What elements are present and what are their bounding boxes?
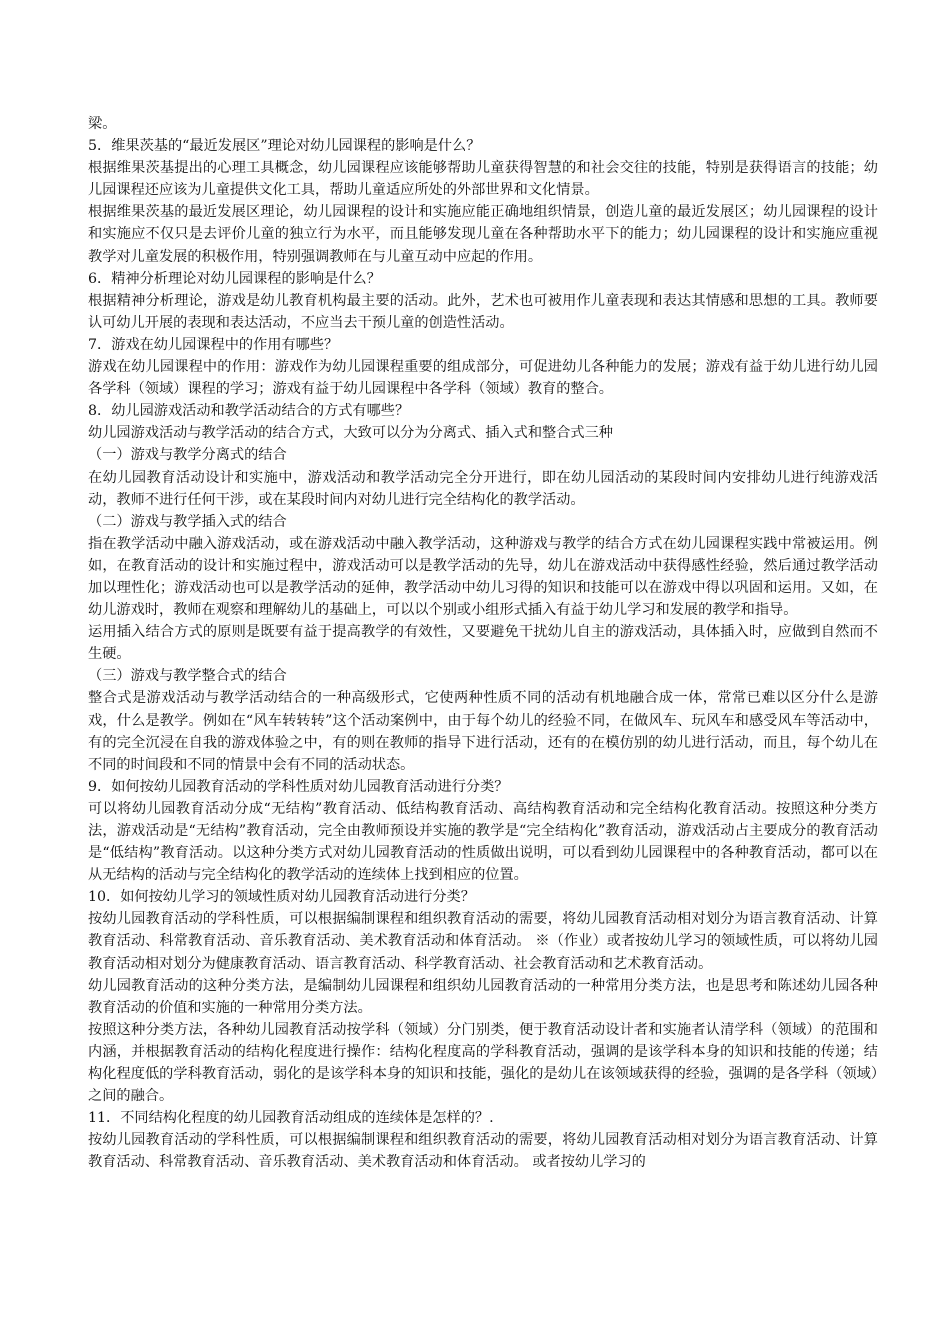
body-paragraph: 整合式是游戏活动与教学活动结合的一种高级形式，它使两种性质不同的活动有机地融合成一体，常常已难以区分什么是游戏，什么是教学。例如在“风车转转转”这个活动案例中，由于每个幼儿的经验不同，在做风车、玩风车和感受风车等活动中，有的完全沉浸在自我的游戏体验之中，有的则在教师的指导下进行活动，还有的在模仿别的幼儿进行活动，而且，每个幼儿在不同的时间段和不同的情景中会有不同的活动状态。 [88,690,878,773]
body-paragraph: 按幼儿园教育活动的学科性质，可以根据编制课程和组织教育活动的需要，将幼儿园教育活动相对划分为语言教育活动、计算教育活动、科常教育活动、音乐教育活动、美术教育活动和体育活动。 ※（作业）或者按幼儿学习的领域性质，可以将幼儿园教育活动相对划分为健康教育活动、语言教育活动、科学教育活动、社会教育活动和艺术教育活动。 [88,911,878,972]
question-heading: 11．不同结构化程度的幼儿园教育活动组成的连续体是怎样的？. [88,1110,494,1127]
body-paragraph: 按幼儿园教育活动的学科性质，可以根据编制课程和组织教育活动的需要，将幼儿园教育活动相对划分为语言教育活动、计算教育活动、科常教育活动、音乐教育活动、美术教育活动和体育活动。 或者按幼儿学习的 [88,1132,878,1171]
body-paragraph: 根据维果茨基的最近发展区理论，幼儿园课程的设计和实施应能正确地组织情景，创造儿童的最近发展区；幼儿园课程的设计和实施应不仅只是去评价儿童的独立行为水平，而且能够发现儿童在各种帮助水平下的能力；幼儿园课程的设计和实施应重视教学对儿童发展的积极作用，特别强调教师在与儿童互动中应起的作用。 [88,204,878,265]
question-heading: 5．维果茨基的“最近发展区”理论对幼儿园课程的影响是什么？ [88,138,481,155]
subsection-heading: （二）游戏与教学插入式的结合 [88,513,287,530]
question-heading: 8．幼儿园游戏活动和教学活动结合的方式有哪些？ [88,403,410,420]
question-heading: 10．如何按幼儿学习的领域性质对幼儿园教育活动进行分类？ [88,889,475,906]
subsection-heading: （一）游戏与教学分离式的结合 [88,447,287,464]
body-paragraph: 按照这种分类方法，各种幼儿园教育活动按学科（领域）分门别类，便于教育活动设计者和实施者认清学科（领域）的范围和内涵，并根据教育活动的结构化程度进行操作：结构化程度高的学科教育活动，强调的是该学科本身的知识和技能的传递；结构化程度低的学科教育活动，弱化的是该学科本身的知识和技能，强化的是幼儿在该领域获得的经验，强调的是各学科（领域）之间的融合。 [88,1021,878,1105]
body-paragraph: 根据精神分析理论，游戏是幼儿教育机构最主要的活动。此外，艺术也可被用作儿童表现和表达其情感和思想的工具。教师要认可幼儿开展的表现和表达活动，不应当去干预儿童的创造性活动。 [88,292,878,331]
body-paragraph: 幼儿园游戏活动与教学活动的结合方式，大致可以分为分离式、插入式和整合式三种 [88,425,613,442]
body-paragraph: 梁。 [88,116,117,132]
subsection-heading: （三）游戏与教学整合式的结合 [88,668,287,685]
body-paragraph: 在幼儿园教育活动设计和实施中，游戏活动和教学活动完全分开进行，即在幼儿园活动的某段时间内安排幼儿进行纯游戏活动，教师不进行任何干涉，或在某段时间内对幼儿进行完全结构化的教学活动。 [88,469,878,508]
question-heading: 7．游戏在幼儿园课程中的作用有哪些？ [88,336,339,353]
body-paragraph: 游戏在幼儿园课程中的作用：游戏作为幼儿园课程重要的组成部分，可促进幼儿各种能力的发展；游戏有益于幼儿进行幼儿园各学科（领域）课程的学习；游戏有益于幼儿园课程中各学科（领域）教育的整合。 [88,359,878,398]
document-page [88,113,878,1174]
question-heading: 6．精神分析理论对幼儿园课程的影响是什么？ [88,270,381,287]
question-heading: 9．如何按幼儿园教育活动的学科性质对幼儿园教育活动进行分类？ [88,778,509,795]
body-paragraph: 可以将幼儿园教育活动分成“无结构”教育活动、低结构教育活动、高结构教育活动和完全结构化教育活动。按照这种分类方法，游戏活动是“无结构”教育活动，完全由教师预设并实施的教学是“完全结构化”教育活动，游戏活动占主要成分的教育活动是“低结构”教育活动。以这种分类方式对幼儿园教育活动的性质做出说明，可以看到幼儿园课程中的各种教育活动，都可以在从无结构的活动与完全结构化的教学活动的连续体上找到相应的位置。 [88,800,878,884]
body-paragraph: 指在教学活动中融入游戏活动，或在游戏活动中融入教学活动，这种游戏与教学的结合方式在幼儿园课程实践中常被运用。例如，在教育活动的设计和实施过程中，游戏活动可以是教学活动的先导，幼儿在游戏活动中获得感性经验，然后通过教学活动加以理性化；游戏活动也可以是教学活动的延伸，教学活动中幼儿习得的知识和技能可以在游戏中得以巩固和运用。又如，在幼儿游戏时，教师在观察和理解幼儿的基础上，可以以个别或小组形式插入有益于幼儿学习和发展的教学和指导。 [88,535,878,619]
body-paragraph: 根据维果茨基提出的心理工具概念，幼儿园课程应该能够帮助儿童获得智慧的和社会交往的技能，特别是获得语言的技能；幼儿园课程还应该为儿童提供文化工具，帮助儿童适应所处的外部世界和文化情景。 [88,160,878,199]
body-paragraph: 幼儿园教育活动的这种分类方法，是编制幼儿园课程和组织幼儿园教育活动的一种常用分类方法，也是思考和陈述幼儿园各种教育活动的价值和实施的一种常用分类方法。 [88,977,878,1016]
body-paragraph: 运用插入结合方式的原则是既要有益于提高教学的有效性，又要避免干扰幼儿自主的游戏活动，具体插入时，应做到自然而不生硬。 [88,624,878,663]
